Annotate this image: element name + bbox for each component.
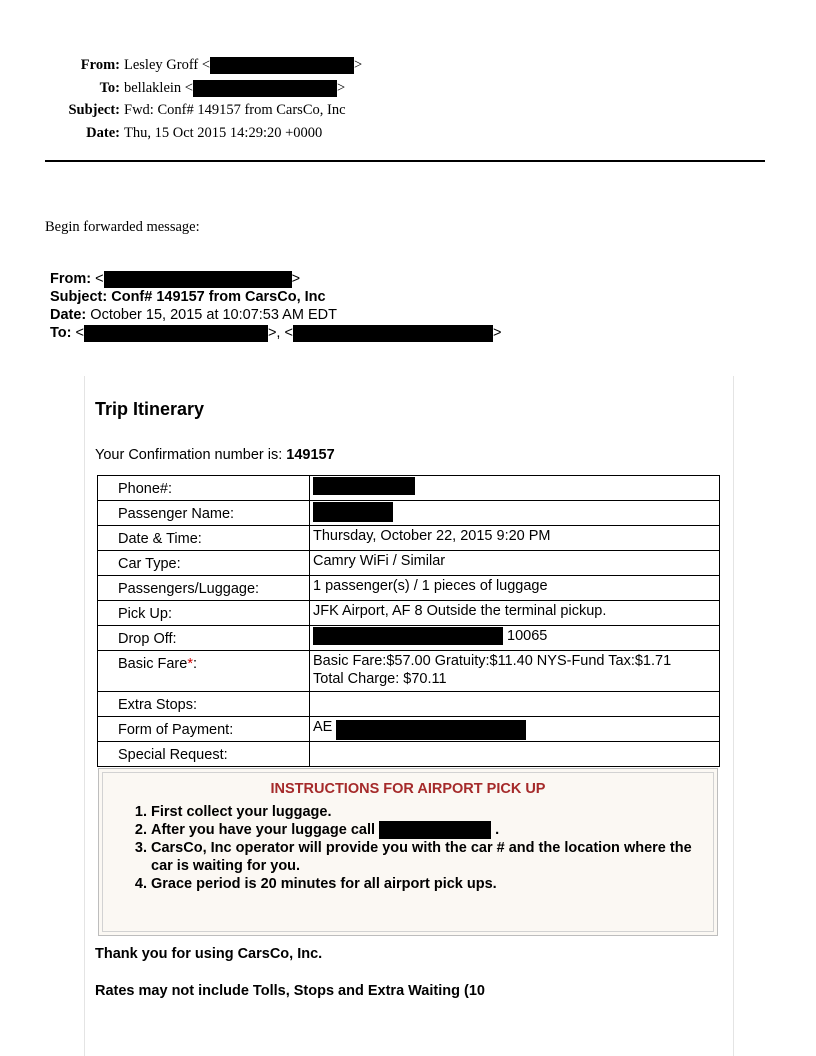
confirmation-prefix: Your Confirmation number is: [95, 447, 283, 463]
rates-note: Rates may not include Tolls, Stops and Extra Waiting (10 [95, 983, 485, 999]
fare-total: Total Charge: $70.11 [313, 671, 447, 687]
fwd-to-row [50, 324, 501, 342]
list-item: 1. First collect your luggage. [151, 803, 711, 821]
row-label: Form of Payment: [98, 717, 310, 742]
from-suffix: > [354, 57, 363, 73]
list-item: 4. Grace period is 20 minutes for all airport pick ups. [151, 875, 711, 893]
table-row [98, 742, 720, 767]
redacted-email [210, 57, 354, 74]
to-label: To: [99, 79, 120, 96]
row-label: Pick Up: [98, 601, 310, 626]
table-row [98, 626, 720, 651]
fwd-date-label: Date: [50, 307, 87, 323]
fwd-subject-text: Conf# 149157 from CarsCo, Inc [111, 289, 326, 305]
confirmation-number: 149157 [286, 447, 335, 463]
date-text: Thu, 15 Oct 2015 14:29:20 +0000 [124, 124, 323, 141]
fwd-to-mid: >, < [267, 325, 293, 341]
redacted-email [293, 325, 493, 342]
table-row [98, 476, 720, 501]
table-row [98, 601, 720, 626]
from-name: Lesley Groff < [124, 57, 211, 73]
row-label: Passengers/Luggage: [98, 576, 310, 601]
row-label: Special Request: [98, 742, 310, 767]
instruction-text: After you have your luggage call [151, 822, 375, 838]
itinerary-card [84, 376, 734, 1056]
redacted-phone [379, 821, 491, 839]
thanks-note: Thank you for using CarsCo, Inc. [95, 946, 323, 962]
subject-label: Subject: [68, 102, 120, 118]
row-value [310, 742, 720, 767]
row-label: Phone#: [98, 476, 310, 501]
list-item [151, 821, 711, 839]
drop-off-zip: 10065 [507, 628, 548, 644]
row-value [310, 626, 720, 651]
fwd-from-open: < [95, 271, 104, 287]
row-value: JFK Airport, AF 8 Outside the terminal pickup. [310, 601, 720, 626]
forward-intro: Begin forwarded message: [45, 219, 200, 235]
row-value [310, 692, 720, 717]
confirmation-line [95, 447, 335, 463]
redacted-email [104, 271, 292, 288]
table-row [98, 576, 720, 601]
header-date-row [40, 122, 362, 145]
redacted-value [313, 627, 503, 645]
redacted-email [193, 80, 337, 97]
forwarded-header [50, 270, 501, 342]
row-label: Date & Time: [98, 526, 310, 551]
row-value [310, 651, 720, 692]
row-value [310, 476, 720, 501]
required-star: * [187, 656, 193, 672]
row-label [98, 651, 310, 692]
header-subject-row [40, 99, 362, 122]
itinerary-title: Trip Itinerary [95, 399, 205, 419]
to-suffix: > [336, 79, 346, 96]
instructions-title: INSTRUCTIONS FOR AIRPORT PICK UP [270, 781, 546, 797]
redacted-value [313, 502, 393, 522]
redacted-card-number [336, 720, 526, 740]
row-value [310, 501, 720, 526]
table-row [98, 651, 720, 692]
basic-fare-label: Basic Fare [118, 656, 188, 672]
row-value: Thursday, October 22, 2015 9:20 PM [310, 526, 720, 551]
fwd-to-close: > [492, 325, 502, 341]
fwd-to-label: To: [50, 325, 72, 341]
list-item: 3. CarsCo, Inc operator will provide you with the car # and the location where the car is waiting for you. [151, 839, 711, 875]
fwd-date-text: October 15, 2015 at 10:07:53 AM EDT [90, 307, 337, 323]
table-row [98, 551, 720, 576]
fwd-date-row [50, 306, 501, 324]
to-name: bellaklein < [124, 79, 193, 96]
subject-text: Fwd: Conf# 149157 from CarsCo, Inc [124, 102, 346, 118]
header-divider [45, 160, 765, 162]
row-value [310, 717, 720, 742]
fwd-from-row [50, 270, 501, 288]
header-from-row [40, 54, 362, 77]
header-to-row [40, 77, 362, 100]
row-label: Extra Stops: [98, 692, 310, 717]
fwd-subject-label: Subject: [50, 289, 108, 305]
payment-type: AE [313, 719, 333, 735]
fwd-from-close: > [291, 271, 301, 287]
fwd-to-open: < [75, 325, 84, 341]
basic-fare-colon: : [192, 656, 197, 672]
redacted-email [84, 325, 268, 342]
instruction-period: . [495, 822, 500, 838]
table-row [98, 501, 720, 526]
instructions-box [98, 768, 718, 936]
redacted-value [313, 477, 415, 495]
row-value: Camry WiFi / Similar [310, 551, 720, 576]
table-row [98, 526, 720, 551]
fwd-from-label: From: [50, 271, 92, 287]
instructions-list [129, 803, 711, 893]
row-label: Drop Off: [98, 626, 310, 651]
email-header [40, 54, 362, 144]
from-label: From: [80, 57, 120, 73]
table-row [98, 692, 720, 717]
row-label: Car Type: [98, 551, 310, 576]
row-label: Passenger Name: [98, 501, 310, 526]
itinerary-table [97, 475, 720, 767]
fwd-subject-row [50, 288, 501, 306]
date-label: Date: [86, 124, 120, 141]
fare-breakdown: Basic Fare:$57.00 Gratuity:$11.40 NYS-Fund Tax:$1.71 [313, 653, 672, 669]
row-value: 1 passenger(s) / 1 pieces of luggage [310, 576, 720, 601]
table-row [98, 717, 720, 742]
